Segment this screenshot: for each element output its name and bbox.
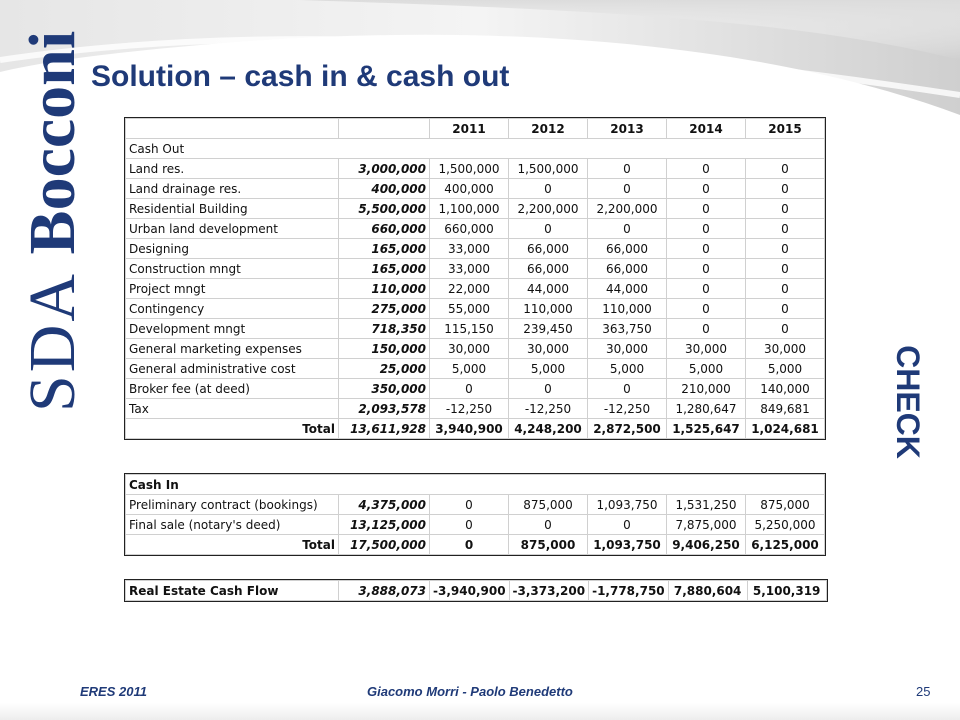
row-value: 44,000	[509, 279, 588, 299]
row-label: Urban land development	[126, 219, 339, 239]
row-value: 0	[746, 299, 825, 319]
row-value: 5,000	[667, 359, 746, 379]
row-value: 0	[588, 515, 667, 535]
total-total: 17,500,000	[339, 535, 430, 555]
row-label: Project mngt	[126, 279, 339, 299]
row-value: 0	[667, 279, 746, 299]
footer-bar	[0, 703, 960, 720]
row-value: 0	[588, 159, 667, 179]
row-value: 0	[588, 379, 667, 399]
row-value: 660,000	[430, 219, 509, 239]
slide-title: Solution – cash in & cash out	[91, 60, 510, 93]
page-number: 25	[916, 684, 931, 699]
row-value: 849,681	[746, 399, 825, 419]
row-total: 25,000	[339, 359, 430, 379]
row-value: 1,500,000	[430, 159, 509, 179]
cash-flow-label: Real Estate Cash Flow	[126, 581, 339, 601]
row-value: 0	[746, 219, 825, 239]
row-value: 0	[746, 239, 825, 259]
row-value: 5,000	[746, 359, 825, 379]
row-label: General administrative cost	[126, 359, 339, 379]
cash-in-table	[125, 474, 825, 555]
row-value: 115,150	[430, 319, 509, 339]
table-row	[126, 379, 825, 399]
row-value: 66,000	[509, 259, 588, 279]
row-label: Contingency	[126, 299, 339, 319]
row-value: 0	[746, 319, 825, 339]
row-value: 0	[588, 179, 667, 199]
row-value: 0	[667, 239, 746, 259]
logo-bocconi-text: Bocconi	[16, 30, 89, 255]
table-row	[126, 279, 825, 299]
cash-flow-value: 7,880,604	[668, 581, 747, 601]
year-header: 2012	[509, 119, 588, 139]
total-value: 1,525,647	[667, 419, 746, 439]
row-total: 13,125,000	[339, 515, 430, 535]
row-label: Construction mngt	[126, 259, 339, 279]
cash-flow-value: -3,940,900	[430, 581, 510, 601]
footer-left: ERES 2011	[80, 684, 147, 699]
total-total: 13,611,928	[339, 419, 430, 439]
row-label: Land drainage res.	[126, 179, 339, 199]
total-row	[126, 535, 825, 555]
row-total: 4,375,000	[339, 495, 430, 515]
total-value: 9,406,250	[667, 535, 746, 555]
check-label: CHECK	[890, 345, 926, 459]
row-value: 22,000	[430, 279, 509, 299]
row-label: Final sale (notary's deed)	[126, 515, 339, 535]
section-row	[126, 475, 825, 495]
row-value: -12,250	[509, 399, 588, 419]
sda-bocconi-logo	[11, 30, 95, 412]
total-value: 6,125,000	[746, 535, 825, 555]
row-value: -12,250	[430, 399, 509, 419]
row-value: 30,000	[746, 339, 825, 359]
row-value: 66,000	[588, 239, 667, 259]
row-label: Designing	[126, 239, 339, 259]
row-value: 2,200,000	[509, 199, 588, 219]
row-value: 0	[667, 199, 746, 219]
row-value: 30,000	[430, 339, 509, 359]
row-value: 0	[588, 219, 667, 239]
row-value: 0	[746, 279, 825, 299]
cash-flow-table	[125, 580, 827, 601]
table-row	[126, 515, 825, 535]
cash-out-table	[125, 118, 825, 439]
table-row	[126, 219, 825, 239]
row-total: 718,350	[339, 319, 430, 339]
year-header: 2011	[430, 119, 509, 139]
row-value: 66,000	[509, 239, 588, 259]
row-value: 0	[746, 159, 825, 179]
table-row	[126, 259, 825, 279]
row-value: 0	[746, 199, 825, 219]
row-total: 150,000	[339, 339, 430, 359]
table-row	[126, 159, 825, 179]
section-label-cash-in: Cash In	[126, 475, 825, 495]
row-total: 165,000	[339, 239, 430, 259]
cash-flow-total: 3,888,073	[339, 581, 430, 601]
table-row	[126, 359, 825, 379]
row-value: 0	[430, 379, 509, 399]
row-value: 1,531,250	[667, 495, 746, 515]
row-label: Broker fee (at deed)	[126, 379, 339, 399]
row-value: 33,000	[430, 259, 509, 279]
row-value: 0	[509, 219, 588, 239]
row-label: Residential Building	[126, 199, 339, 219]
row-label: Development mngt	[126, 319, 339, 339]
row-value: 239,450	[509, 319, 588, 339]
row-value: 1,100,000	[430, 199, 509, 219]
table-row	[126, 339, 825, 359]
row-value: 66,000	[588, 259, 667, 279]
row-value: 30,000	[667, 339, 746, 359]
total-value: 2,872,500	[588, 419, 667, 439]
table-row	[126, 299, 825, 319]
row-value: 0	[509, 179, 588, 199]
row-value: 0	[667, 219, 746, 239]
year-header: 2013	[588, 119, 667, 139]
total-label: Total	[126, 535, 339, 555]
row-value: 1,093,750	[588, 495, 667, 515]
row-value: 5,000	[588, 359, 667, 379]
row-value: 44,000	[588, 279, 667, 299]
header-blank	[339, 119, 430, 139]
header-blank	[126, 119, 339, 139]
total-value: 4,248,200	[509, 419, 588, 439]
row-value: 0	[430, 515, 509, 535]
logo-sda-text: SDA	[16, 270, 89, 412]
row-total: 110,000	[339, 279, 430, 299]
row-total: 5,500,000	[339, 199, 430, 219]
year-header: 2014	[667, 119, 746, 139]
year-header-row	[126, 119, 825, 139]
table-row	[126, 495, 825, 515]
row-value: 1,500,000	[509, 159, 588, 179]
total-label: Total	[126, 419, 339, 439]
row-value: 1,280,647	[667, 399, 746, 419]
row-value: 875,000	[746, 495, 825, 515]
table-row	[126, 179, 825, 199]
row-value: 875,000	[509, 495, 588, 515]
table-row	[126, 399, 825, 419]
table-row	[126, 199, 825, 219]
row-label: General marketing expenses	[126, 339, 339, 359]
row-value: 30,000	[588, 339, 667, 359]
row-value: 30,000	[509, 339, 588, 359]
row-total: 165,000	[339, 259, 430, 279]
section-row	[126, 139, 825, 159]
row-value: 400,000	[430, 179, 509, 199]
row-value: 210,000	[667, 379, 746, 399]
row-value: 33,000	[430, 239, 509, 259]
row-value: 5,000	[509, 359, 588, 379]
cash-flow-row	[126, 581, 827, 601]
row-value: 55,000	[430, 299, 509, 319]
row-value: 0	[509, 379, 588, 399]
total-value: 1,024,681	[746, 419, 825, 439]
row-value: 0	[746, 179, 825, 199]
total-value: 3,940,900	[430, 419, 509, 439]
row-value: 0	[667, 319, 746, 339]
row-total: 3,000,000	[339, 159, 430, 179]
cash-flow-value: -3,373,200	[509, 581, 589, 601]
total-value: 0	[430, 535, 509, 555]
table-row	[126, 239, 825, 259]
row-value: 5,250,000	[746, 515, 825, 535]
row-label: Preliminary contract (bookings)	[126, 495, 339, 515]
row-value: 5,000	[430, 359, 509, 379]
row-value: 140,000	[746, 379, 825, 399]
footer-center: Giacomo Morri - Paolo Benedetto	[367, 684, 573, 699]
row-total: 350,000	[339, 379, 430, 399]
row-value: -12,250	[588, 399, 667, 419]
row-value: 0	[667, 299, 746, 319]
row-total: 660,000	[339, 219, 430, 239]
row-value: 0	[509, 515, 588, 535]
total-value: 875,000	[509, 535, 588, 555]
year-header: 2015	[746, 119, 825, 139]
row-total: 275,000	[339, 299, 430, 319]
row-label: Land res.	[126, 159, 339, 179]
row-value: 363,750	[588, 319, 667, 339]
row-total: 400,000	[339, 179, 430, 199]
row-label: Tax	[126, 399, 339, 419]
cash-flow-value: -1,778,750	[589, 581, 669, 601]
row-value: 0	[746, 259, 825, 279]
total-row	[126, 419, 825, 439]
row-value: 2,200,000	[588, 199, 667, 219]
cash-flow-value: 5,100,319	[747, 581, 826, 601]
row-value: 0	[430, 495, 509, 515]
total-value: 1,093,750	[588, 535, 667, 555]
row-value: 110,000	[588, 299, 667, 319]
section-label-cash-out: Cash Out	[126, 139, 825, 159]
row-value: 0	[667, 159, 746, 179]
row-value: 0	[667, 259, 746, 279]
row-value: 7,875,000	[667, 515, 746, 535]
row-value: 0	[667, 179, 746, 199]
table-row	[126, 319, 825, 339]
row-value: 110,000	[509, 299, 588, 319]
row-total: 2,093,578	[339, 399, 430, 419]
